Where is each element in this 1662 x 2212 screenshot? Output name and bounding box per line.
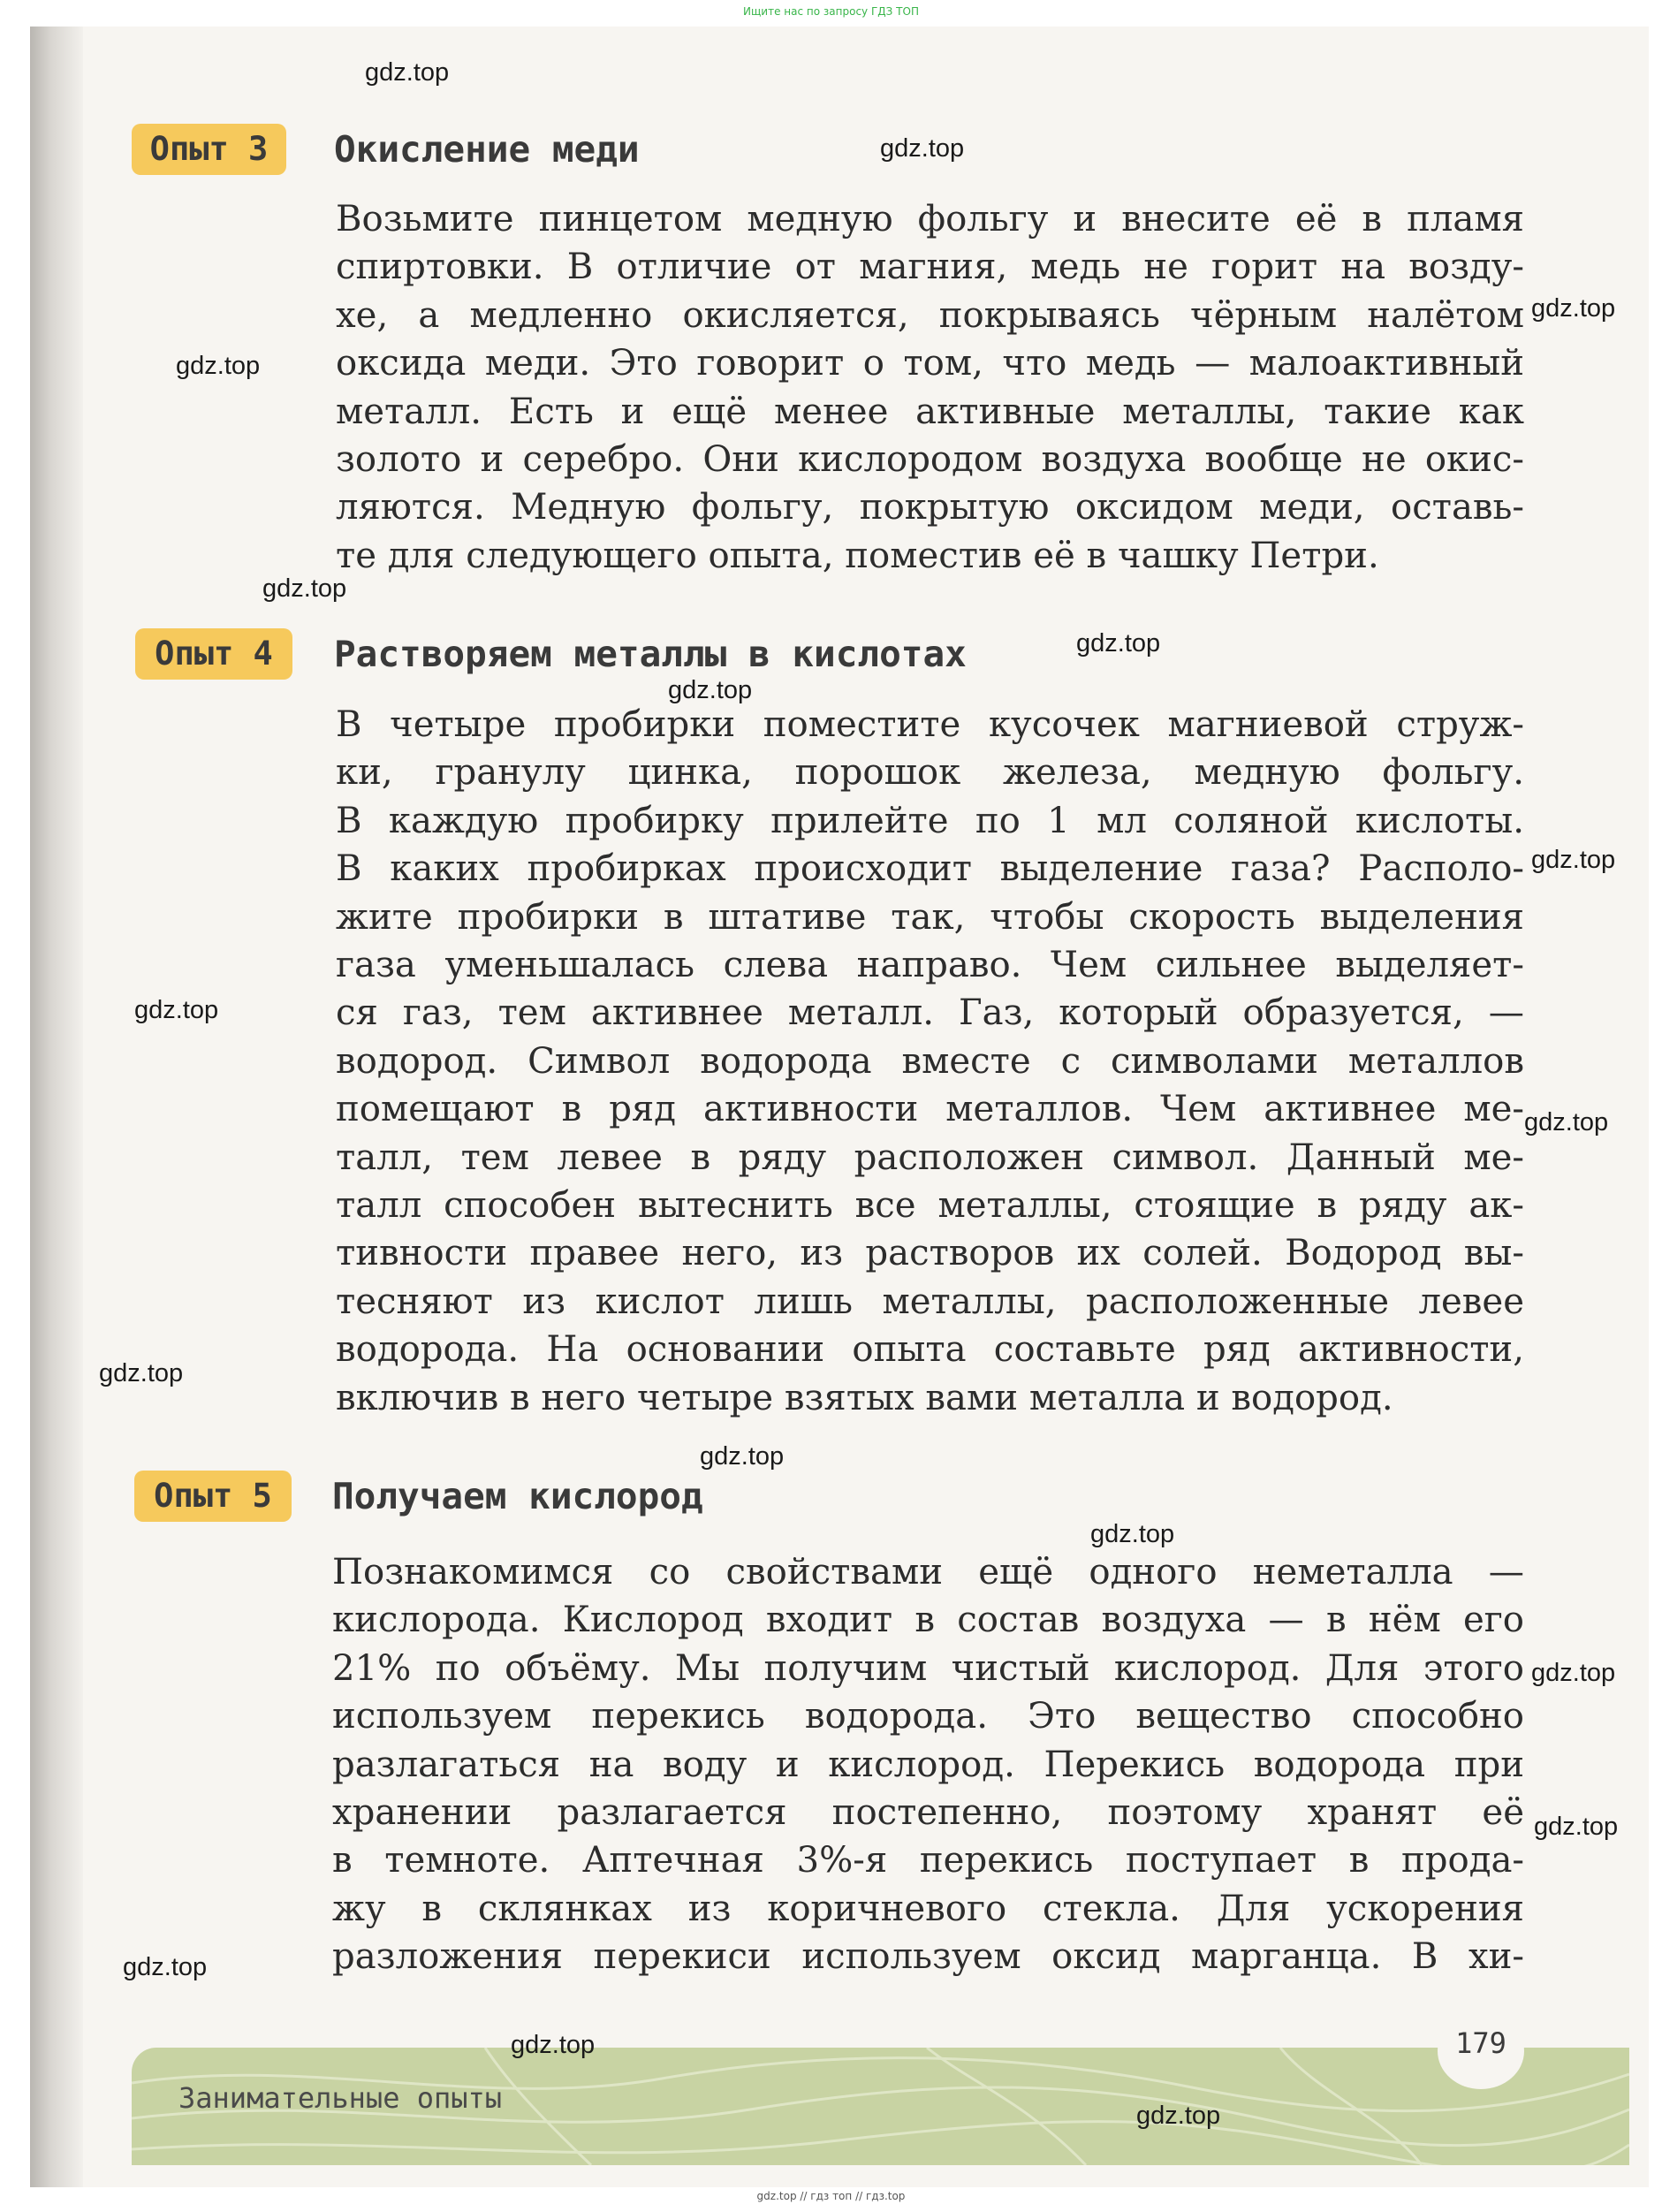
page-number: 179: [1455, 2026, 1506, 2060]
text-line: тивности правее него, из растворов их солей. Водород вы-: [336, 1233, 1524, 1274]
text-line: спиртовки. В отличие от магния, медь не горит на возду-: [336, 247, 1524, 288]
text-line: жу в склянках из коричневого стекла. Для ускорения: [332, 1888, 1524, 1929]
top-note: Ищите нас по запросу ГДЗ ТОП: [743, 5, 919, 18]
watermark: gdz.top: [1531, 1659, 1616, 1687]
watermark: gdz.top: [511, 2031, 596, 2059]
bottom-note: gdz.top // гдз топ // гдз.top: [756, 2190, 906, 2202]
watermark: gdz.top: [700, 1442, 785, 1471]
watermark: gdz.top: [1524, 1108, 1609, 1136]
text-line: талл, тем левее в ряду расположен символ. Данный ме-: [336, 1136, 1524, 1178]
text-line: водород. Символ водорода вместе с символами металлов: [336, 1040, 1524, 1082]
text-line: газа уменьшалась слева направо. Чем сильнее выделяет-: [336, 945, 1524, 986]
text-line: разложения перекиси используем оксид марганца. В хи-: [332, 1936, 1524, 1978]
text-line: в темноте. Аптечная 3%-я перекись поступает в прода-: [332, 1840, 1524, 1881]
experiment-3-text: [336, 195, 1524, 580]
text-line: те для следующего опыта, поместив её в чашку Петри.: [336, 535, 1379, 576]
watermark: gdz.top: [1531, 294, 1616, 323]
experiment-3-title: Окисление меди: [334, 128, 640, 171]
text-line: разлагаться на воду и кислород. Перекись водорода при: [332, 1744, 1524, 1785]
watermark: gdz.top: [1534, 1813, 1619, 1841]
text-line: В каждую пробирку прилейте по 1 мл соляной кислоты.: [336, 800, 1524, 841]
watermark: gdz.top: [668, 676, 753, 704]
text-line: Познакомимся со свойствами ещё одного неметалла —: [332, 1552, 1524, 1592]
text-line: ляются. Медную фольгу, покрытую оксидом меди, оставь-: [336, 487, 1524, 528]
text-line: ся газ, тем активнее металл. Газ, который образуется, —: [336, 992, 1524, 1034]
text-line: тесняют из кислот лишь металлы, расположенные левее: [336, 1281, 1524, 1322]
watermark: gdz.top: [176, 352, 261, 380]
text-line: 21% по объёму. Мы получим чистый кислород. Для этого: [332, 1647, 1524, 1689]
text-line: оксида меди. Это говорит о том, что медь — малоактивный: [336, 343, 1524, 384]
text-line: водорода. На основании опыта составьте ряд активности,: [336, 1329, 1524, 1371]
experiment-5-text: [332, 1548, 1524, 1981]
experiment-5-title: Получаем кислород: [332, 1475, 703, 1517]
text-line: помещают в ряд активности металлов. Чем активнее ме-: [336, 1089, 1524, 1130]
text-line: хе, а медленно окисляется, покрываясь чёрным налётом: [336, 294, 1524, 336]
watermark: gdz.top: [1090, 1520, 1175, 1548]
watermark: gdz.top: [1531, 846, 1616, 874]
text-line: золото и серебро. Они кислородом воздуха вообще не окис-: [336, 439, 1524, 481]
text-line: талл способен вытеснить все металлы, стоящие в ряду ак-: [336, 1185, 1524, 1227]
text-line: используем перекись водорода. Это вещество способно: [332, 1696, 1524, 1737]
watermark: gdz.top: [123, 1953, 208, 1981]
experiment-4-title: Растворяем металлы в кислотах: [334, 633, 967, 675]
page-spine-shadow: [30, 27, 83, 2187]
text-line: ки, гранулу цинка, порошок железа, медную фольгу.: [336, 752, 1524, 794]
experiment-3-badge: Опыт 3: [132, 124, 286, 175]
watermark: gdz.top: [1136, 2102, 1221, 2130]
text-line: хранении разлагается постепенно, поэтому хранят её: [332, 1792, 1524, 1834]
watermark: gdz.top: [262, 574, 347, 603]
text-line: включив в него четыре взятых вами металла и водород.: [336, 1377, 1393, 1418]
text-line: кислорода. Кислород входит в состав воздуха — в нём его: [332, 1600, 1524, 1641]
watermark: gdz.top: [880, 134, 965, 163]
footer-section-title: Занимательные опыты: [178, 2081, 503, 2115]
experiment-5-badge: Опыт 5: [134, 1471, 292, 1522]
watermark: gdz.top: [365, 58, 450, 87]
watermark: gdz.top: [99, 1359, 184, 1387]
text-line: жите пробирки в штативе так, чтобы скорость выделения: [336, 896, 1524, 938]
watermark: gdz.top: [134, 996, 219, 1024]
experiment-4-badge: Опыт 4: [135, 628, 292, 680]
text-line: В каких пробирках происходит выделение газа? Располо-: [336, 848, 1524, 890]
experiment-4-text: [336, 701, 1524, 1422]
text-line: металл. Есть и ещё менее активные металлы, такие как: [336, 391, 1524, 432]
text-line: В четыре пробирки поместите кусочек магниевой струж-: [336, 704, 1524, 745]
text-line: Возьмите пинцетом медную фольгу и внесите её в пламя: [336, 199, 1524, 239]
watermark: gdz.top: [1076, 629, 1161, 658]
